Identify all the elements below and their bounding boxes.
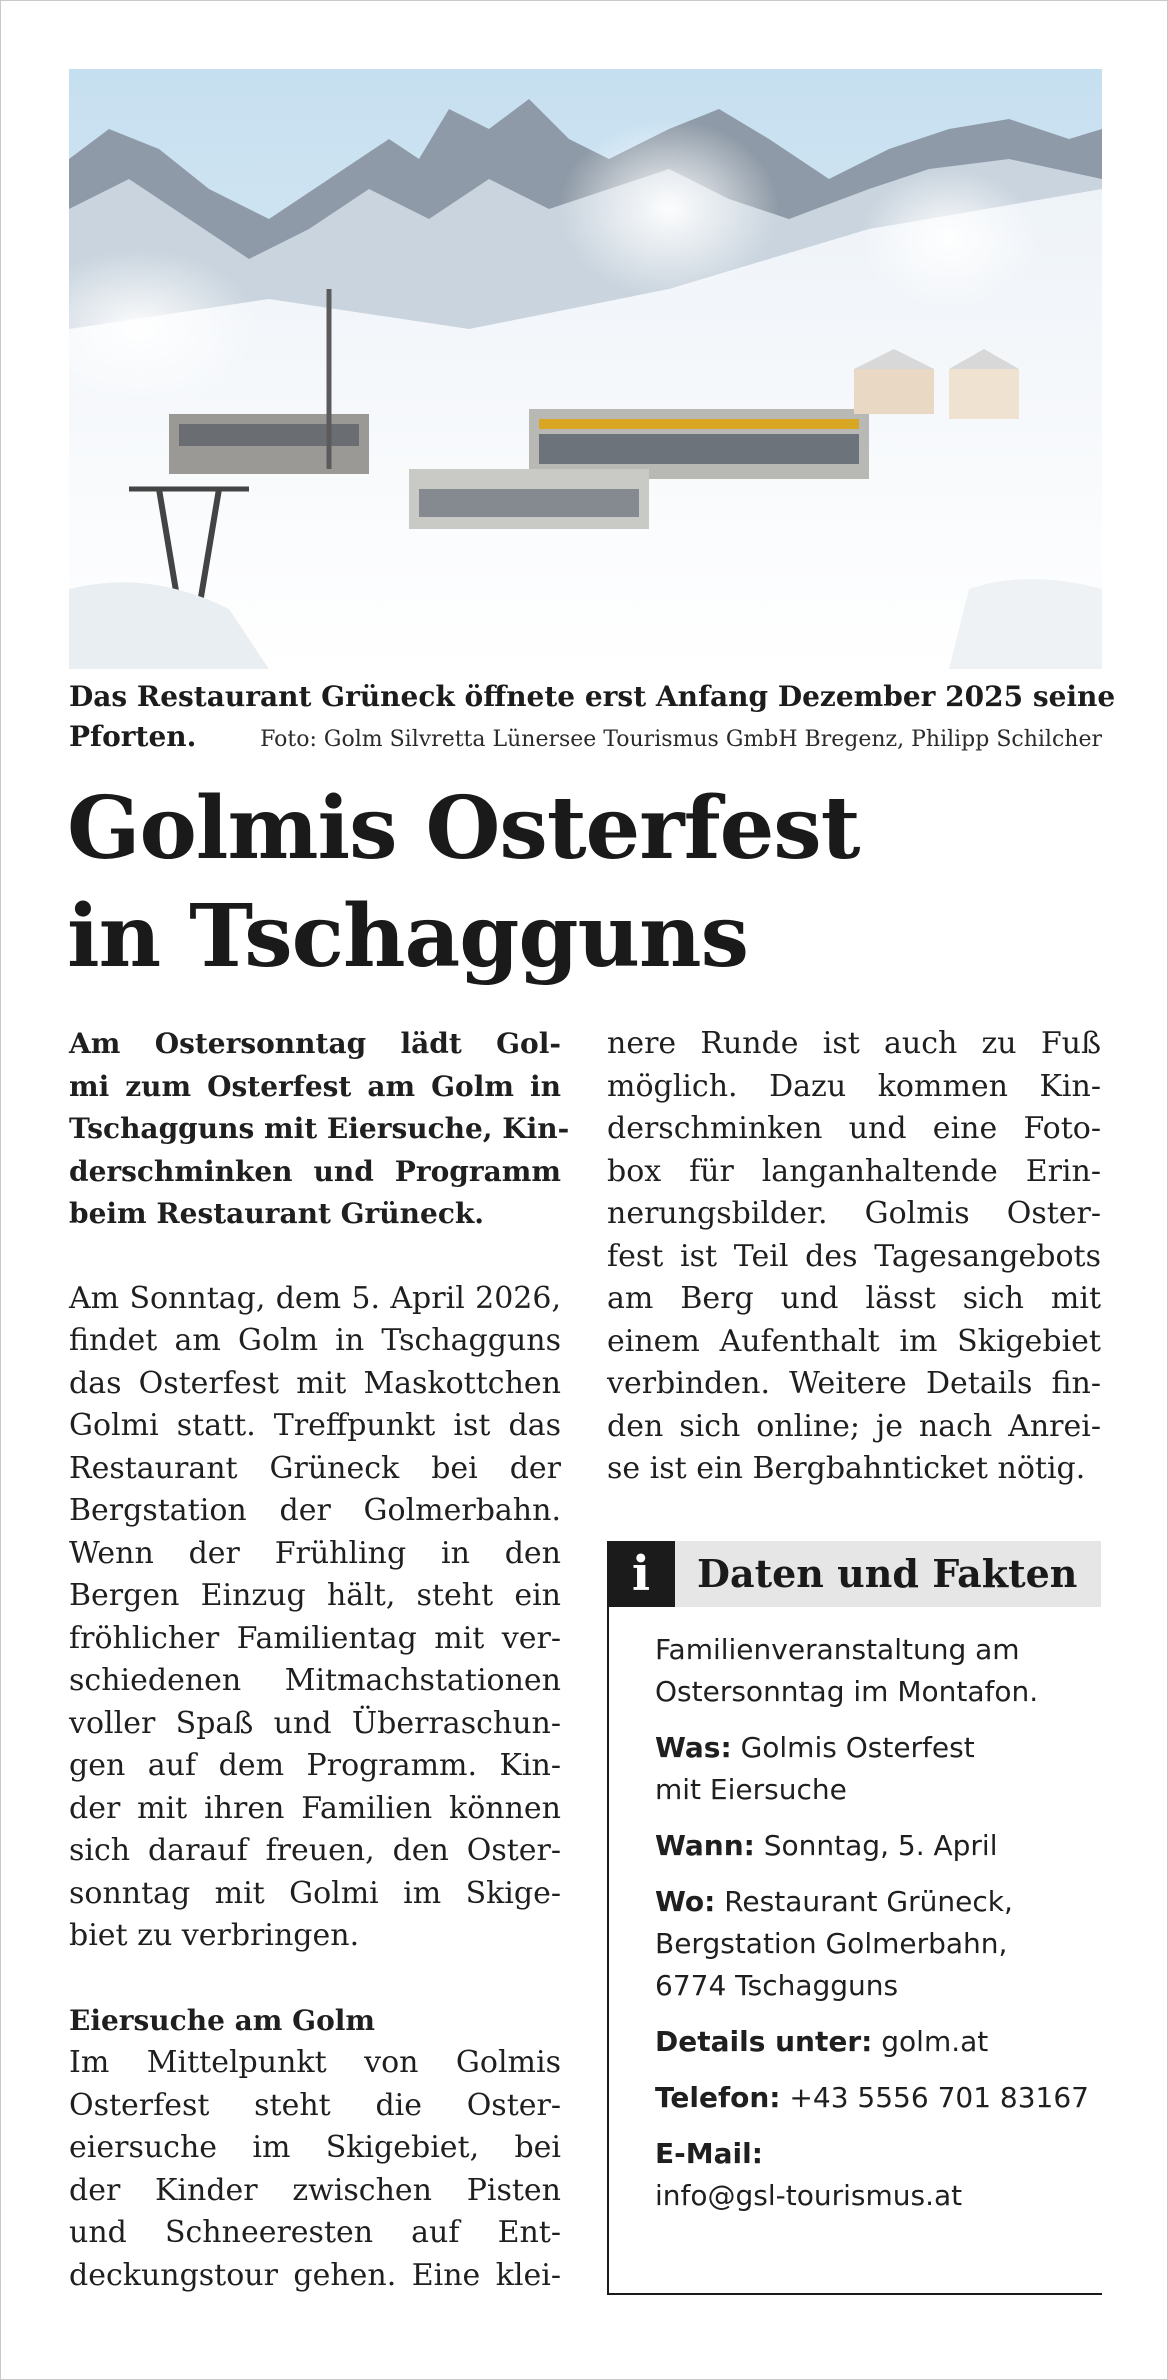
body-line: fröhlicher Familientag mit ver- [69, 1620, 561, 1656]
body-line: biet zu verbringen. [69, 1918, 360, 1953]
facts-title: Daten und Fakten [697, 1551, 1078, 1596]
body-line: fest ist Teil des Tagesangebots [607, 1238, 1101, 1274]
subheading: Eiersuche am Golm [69, 2003, 376, 2037]
body-line: Im Mittelpunkt von Golmis [69, 2045, 561, 2080]
body-line: findet am Golm in Tschagguns [69, 1323, 561, 1358]
fact-label: Wann: [655, 1829, 755, 1862]
fact-value: Sonntag, 5. April [763, 1829, 998, 1862]
body-line: schiedenen Mitmachstationen [69, 1663, 561, 1698]
body-line: der mit ihren Familien können [69, 1790, 561, 1826]
fact-label: E-Mail: [655, 2137, 763, 2170]
fact-label: Was: [655, 1731, 732, 1764]
mountain-photo-icon [69, 69, 1102, 669]
left-column [69, 1023, 570, 2297]
fact-phone [655, 2077, 1095, 2119]
article-photo [69, 69, 1102, 669]
fact-value: Bergstation Golmerbahn, [655, 1927, 1008, 1960]
headline [67, 775, 1107, 991]
fact-email [655, 2133, 1095, 2217]
facts-intro-line: Ostersonntag im Montafon. [655, 1675, 1039, 1708]
facts-intro-line: Familienveranstaltung am [655, 1633, 1020, 1666]
body-line: möglich. Dazu kommen Kin- [607, 1068, 1101, 1104]
body-line: se ist ein Bergbahnticket nötig. [607, 1451, 1086, 1486]
body-line: und Schneeresten auf Ent- [69, 2215, 561, 2250]
body-paragraph-1 [69, 1278, 561, 1958]
body-line: den sich online; je nach Anrei- [607, 1408, 1101, 1444]
body-line: Bergen Einzug hält, steht ein [69, 1578, 561, 1613]
body-line: einem Aufenthalt im Skigebiet [607, 1323, 1101, 1359]
lead-line: Am Ostersonntag lädt Gol- [69, 1027, 561, 1060]
body-line: Am Sonntag, dem 5. April 2026, [69, 1280, 561, 1316]
facts-header [607, 1541, 1101, 1607]
body-line: Osterfest steht die Oster- [69, 2087, 561, 2123]
headline-line1: Golmis Osterfest [67, 778, 860, 879]
lead-paragraph [69, 1023, 570, 1236]
right-column [607, 1023, 1101, 1491]
body-line: eiersuche im Skigebiet, bei [69, 2130, 561, 2165]
body-paragraph-3 [607, 1023, 1101, 1491]
fact-value: mit Eiersuche [655, 1773, 847, 1806]
lead-line: mi zum Osterfest am Golm in [69, 1069, 561, 1103]
body-line: gen auf dem Programm. Kin- [69, 1748, 561, 1783]
lead-line: Tschagguns mit Eiersuche, Kin- [69, 1112, 570, 1145]
facts-box [607, 1541, 1101, 2295]
fact-value: 6774 Tschagguns [655, 1969, 899, 2002]
photo-caption [69, 677, 1116, 760]
body-line: Wenn der Frühling in den [69, 1535, 561, 1571]
fact-where [655, 1881, 1095, 2007]
body-line: nere Runde ist auch zu Fuß [607, 1026, 1101, 1061]
body-line: deckungstour gehen. Eine klei- [69, 2257, 561, 2293]
body-line: Bergstation der Golmerbahn. [69, 1493, 561, 1528]
body-line: derschminken und eine Foto- [607, 1111, 1101, 1146]
body-line: verbinden. Weitere Details fin- [607, 1366, 1101, 1401]
photo-credit: Foto: Golm Silvretta Lünersee Tourismus GmbH Bregenz, Philipp Schilcher [260, 727, 1102, 752]
email-link[interactable]: info@gsl-tourismus.at [655, 2179, 963, 2212]
caption-text-line1: Das Restaurant Grüneck öffnete erst Anfang Dezember 2025 seine [69, 680, 1116, 713]
lead-line: beim Restaurant Grüneck. [69, 1197, 485, 1230]
body-line: am Berg und lässt sich mit [607, 1281, 1101, 1316]
body-line: box für langanhaltende Erin- [607, 1153, 1101, 1189]
fact-what [655, 1727, 1095, 1811]
fact-when [655, 1825, 1095, 1867]
fact-value: Golmis Osterfest [740, 1731, 975, 1764]
phone-number: +43 5556 701 83167 [789, 2081, 1089, 2114]
headline-line2: in Tschagguns [67, 886, 749, 987]
fact-details [655, 2021, 1095, 2063]
caption-text-line2: Pforten. [69, 720, 197, 753]
body-line: der Kinder zwischen Pisten [69, 2172, 561, 2208]
fact-value: Restaurant Grüneck, [724, 1885, 1013, 1918]
info-icon: i [607, 1541, 675, 1607]
website-link[interactable]: golm.at [881, 2025, 989, 2058]
body-line: das Osterfest mit Maskottchen [69, 1365, 561, 1401]
body-line: Restaurant Grüneck bei der [69, 1450, 561, 1486]
fact-label: Telefon: [655, 2081, 781, 2114]
body-line: voller Spaß und Überraschun- [69, 1705, 561, 1741]
body-line: sich darauf freuen, den Oster- [69, 1833, 561, 1868]
facts-frame [607, 1607, 1102, 2295]
facts-body [655, 1629, 1095, 2231]
lead-line: derschminken und Programm [69, 1154, 561, 1188]
body-line: nerungsbilder. Golmis Oster- [607, 1196, 1101, 1231]
facts-intro [655, 1629, 1095, 1713]
body-line: Golmi statt. Treffpunkt ist das [69, 1408, 561, 1443]
body-line: sonntag mit Golmi im Skige- [69, 1875, 561, 1911]
fact-label: Details unter: [655, 2025, 873, 2058]
body-paragraph-2 [69, 2042, 561, 2297]
fact-label: Wo: [655, 1885, 716, 1918]
